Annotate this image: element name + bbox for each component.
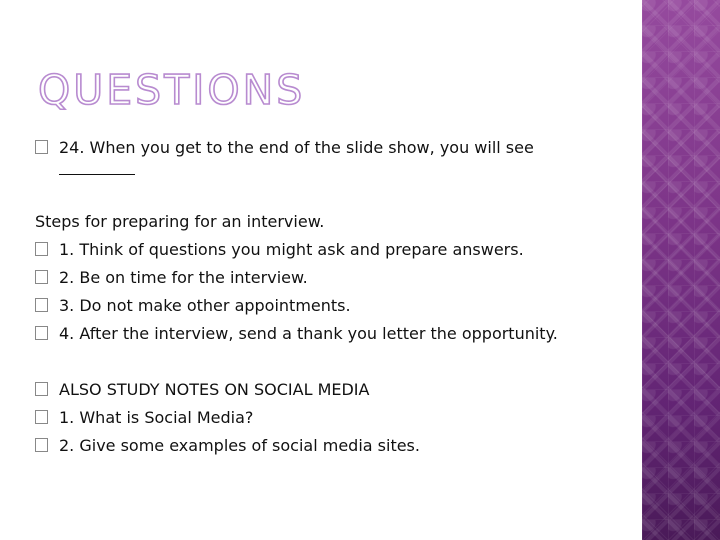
square-bullet-icon xyxy=(35,438,48,452)
step-1 xyxy=(35,240,524,260)
step-3-text: 3. Do not make other appointments. xyxy=(59,296,351,315)
study-note-1 xyxy=(35,408,253,428)
square-bullet-icon xyxy=(35,410,48,424)
steps-heading: Steps for preparing for an interview. xyxy=(35,212,325,231)
step-4 xyxy=(35,324,558,344)
study-note-2 xyxy=(35,436,420,456)
study-note-1-text: 1. What is Social Media? xyxy=(59,408,254,427)
square-bullet-icon xyxy=(35,382,48,396)
answer-blank-line xyxy=(59,174,135,175)
question-24-line xyxy=(35,138,534,158)
square-bullet-icon xyxy=(35,242,48,256)
study-notes-heading-text: ALSO STUDY NOTES ON SOCIAL MEDIA xyxy=(59,380,370,399)
square-bullet-icon xyxy=(35,326,48,340)
square-bullet-icon xyxy=(35,270,48,284)
decorative-side-panel xyxy=(642,0,720,540)
step-1-text: 1. Think of questions you might ask and prepare answers. xyxy=(59,240,524,259)
panel-divider xyxy=(636,0,639,540)
steps-heading-line xyxy=(35,212,324,232)
step-2-text: 2. Be on time for the interview. xyxy=(59,268,308,287)
step-4-text: 4. After the interview, send a thank you letter the opportunity. xyxy=(59,324,558,343)
decorative-pattern xyxy=(642,0,720,540)
question-24-text: 24. When you get to the end of the slide show, you will see xyxy=(59,138,534,157)
study-note-2-text: 2. Give some examples of social media sites. xyxy=(59,436,420,455)
page-title: QUESTIONS xyxy=(38,66,306,114)
study-notes-heading xyxy=(35,380,369,400)
square-bullet-icon xyxy=(35,140,48,154)
square-bullet-icon xyxy=(35,298,48,312)
step-2 xyxy=(35,268,308,288)
step-3 xyxy=(35,296,351,316)
